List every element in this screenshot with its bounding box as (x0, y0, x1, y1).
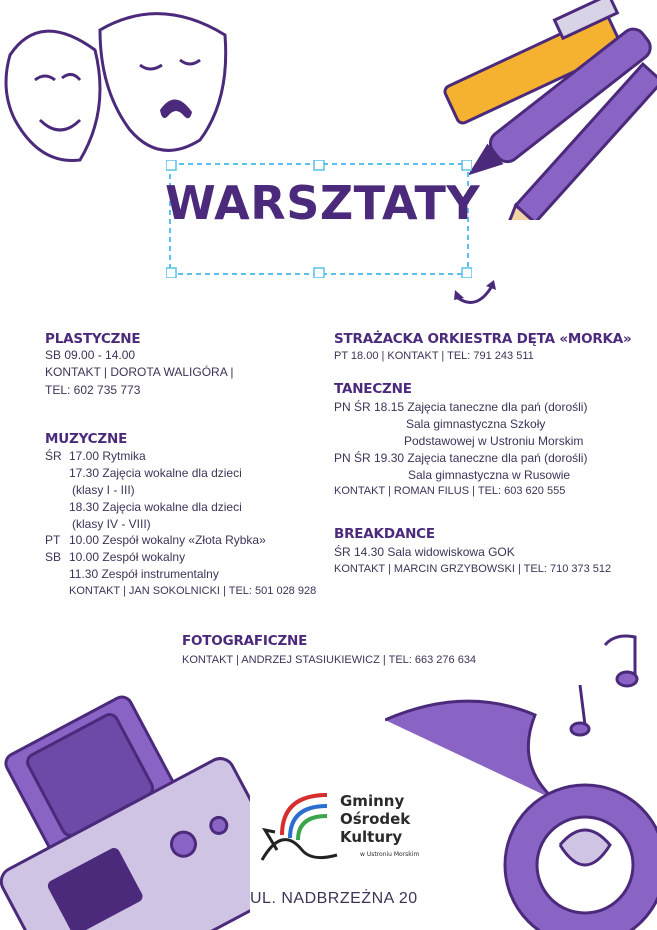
fotograficzne-contact: KONTAKT | ANDRZEJ STASIUKIEWICZ | TEL: 663 276 634 (182, 654, 477, 666)
logo-line2: Ośrodek (340, 810, 411, 828)
logo-line3: Kultury (340, 828, 403, 846)
orkiestra-heading: STRAŻACKA ORKIESTRA DĘTA «MORKA» (334, 331, 632, 347)
taneczne-heading: TANECZNE (334, 381, 412, 397)
taneczne-line: Podstawowej w Ustroniu Morskim (404, 434, 584, 448)
muzyczne-line: 10.00 Zespół wokalny «Złota Rybka» (69, 533, 266, 547)
theatre-masks-icon (0, 0, 230, 180)
taneczne-line: Sala gimnastyczna Szkoły (406, 417, 546, 431)
gok-logo-icon (252, 790, 342, 875)
muzyczne-line: 17.00 Rytmika (69, 449, 146, 463)
french-horn-icon (385, 625, 657, 930)
plastyczne-line: KONTAKT | DOROTA WALIGÓRA | (45, 365, 234, 379)
address: UL. NADBRZEŻNA 20 (250, 890, 418, 907)
fotograficzne-heading: FOTOGRAFICZNE (182, 633, 308, 649)
plastyczne-line: TEL: 602 735 773 (45, 383, 141, 397)
rotate-arrow-icon (452, 276, 502, 308)
breakdance-line: ŚR 14.30 Sala widowiskowa GOK (334, 545, 515, 559)
plastyczne-heading: PLASTYCZNE (45, 331, 141, 347)
muzyczne-day: SB (45, 550, 62, 564)
muzyczne-line: 17.30 Zajęcia wokalne dla dzieci (69, 466, 242, 480)
muzyczne-line: 10.00 Zespół wokalny (69, 550, 186, 564)
plastyczne-line: SB 09.00 - 14.00 (45, 348, 136, 362)
logo-line4: w Ustroniu Morskim (360, 851, 420, 858)
breakdance-heading: BREAKDANCE (334, 526, 435, 542)
taneczne-contact: KONTAKT | ROMAN FILUS | TEL: 603 620 555 (334, 485, 566, 497)
muzyczne-heading: MUZYCZNE (45, 431, 128, 447)
muzyczne-line: 11.30 Zespół instrumentalny (69, 567, 219, 581)
orkiestra-line: PT 18.00 | KONTAKT | TEL: 791 243 511 (334, 350, 534, 362)
taneczne-line: PN ŚR 18.15 Zajęcia taneczne dla pań (dorośli) (334, 400, 588, 414)
muzyczne-day: ŚR (45, 449, 62, 463)
page-title: WARSZTATY (165, 176, 481, 230)
taneczne-line: PN ŚR 19.30 Zajęcia taneczne dla pań (dorośli) (334, 451, 588, 465)
breakdance-contact: KONTAKT | MARCIN GRZYBOWSKI | TEL: 710 373 512 (334, 563, 612, 575)
muzyczne-contact: KONTAKT | JAN SOKOLNICKI | TEL: 501 028 928 (69, 585, 317, 597)
camera-icon (0, 690, 250, 930)
muzyczne-line: (klasy IV - VIII) (72, 517, 151, 531)
muzyczne-line: (klasy I - III) (72, 483, 135, 497)
logo-line1: Gminny (340, 792, 405, 810)
muzyczne-day: PT (45, 533, 61, 547)
taneczne-line: Sala gimnastyczna w Rusowie (408, 468, 571, 482)
muzyczne-line: 18.30 Zajęcia wokalne dla dzieci (69, 500, 242, 514)
